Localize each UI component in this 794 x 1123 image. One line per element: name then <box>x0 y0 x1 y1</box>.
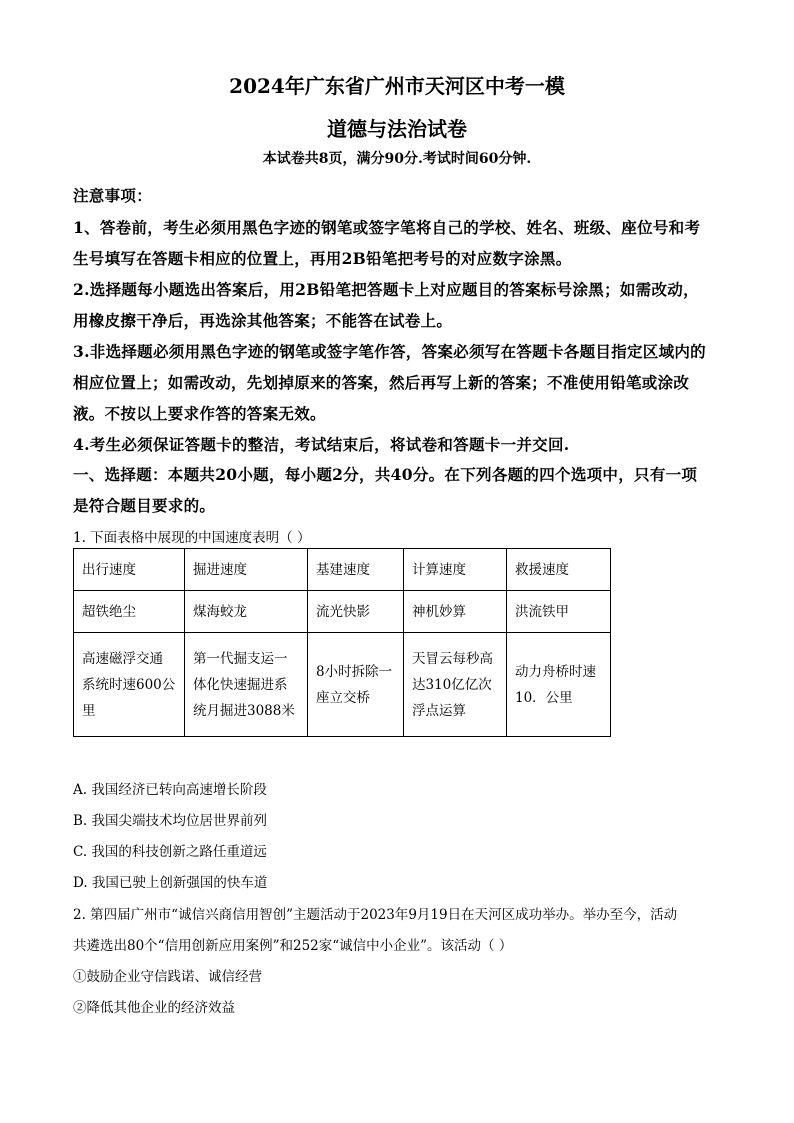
notes-line: 3.非选择题必须用黑色字迹的钢笔或签字笔作答，答案必须写在答题卡各题目指定区域内的 <box>73 342 706 361</box>
question-1-option-a: A. 我国经济已转向高速增长阶段 <box>73 782 267 798</box>
notes-line: 用橡皮擦干净后，再选涂其他答案；不能答在试卷上。 <box>73 311 453 330</box>
question-2-item: ①鼓励企业守信践诺、诚信经营 <box>73 969 262 985</box>
table-header-cell: 掘进速度 <box>185 549 308 591</box>
question-2-item: ②降低其他企业的经济效益 <box>73 1000 235 1016</box>
question-1-option-b: B. 我国尖端技术均位居世界前列 <box>73 813 268 829</box>
table-cell: 煤海蛟龙 <box>185 591 308 633</box>
question-1-stem: 1. 下面表格中展现的中国速度表明（ ） <box>73 530 311 546</box>
table-header-cell: 基建速度 <box>308 549 404 591</box>
table-cell: 流光快影 <box>308 591 404 633</box>
exam-subtitle: 道德与法治试卷 <box>327 117 467 141</box>
table-cell: 8小时拆除一座立交桥 <box>308 633 404 737</box>
table-cell: 动力舟桥时速10．公里 <box>507 633 611 737</box>
table-cell: 高速磁浮交通系统时速600公里 <box>74 633 185 737</box>
table-cell: 洪流铁甲 <box>507 591 611 633</box>
speed-table <box>73 548 611 737</box>
section-heading: 是符合题目要求的。 <box>73 496 216 515</box>
notes-line: 4.考生必须保证答题卡的整洁，考试结束后，将试卷和答题卡一并交回. <box>73 435 570 454</box>
table-header-cell: 出行速度 <box>74 549 185 591</box>
notes-line: 生号填写在答题卡相应的位置上，再用2B铅笔把考号的对应数字涂黑。 <box>73 249 572 268</box>
notes-line: 2.选择题每小题选出答案后，用2B铅笔把答题卡上对应题目的答案标号涂黑；如需改动， <box>73 280 699 299</box>
table-row <box>74 591 611 633</box>
notes-line: 液。不按以上要求作答的答案无效。 <box>73 404 326 423</box>
question-1-option-c: C. 我国的科技创新之路任重道远 <box>73 844 267 860</box>
table-row <box>74 633 611 737</box>
exam-info: 本试卷共8页，满分90分.考试时间60分钟. <box>262 151 532 167</box>
notes-heading: 注意事项： <box>73 186 153 205</box>
exam-title: 2024年广东省广州市天河区中考一模 <box>229 74 565 98</box>
table-cell: 天冒云每秒高达310亿亿次浮点运算 <box>404 633 507 737</box>
table-header-cell: 救援速度 <box>507 549 611 591</box>
notes-line: 相应位置上；如需改动，先划掉原来的答案，然后再写上新的答案；不准使用铅笔或涂改 <box>73 373 690 392</box>
table-header-cell: 计算速度 <box>404 549 507 591</box>
table-cell: 神机妙算 <box>404 591 507 633</box>
section-heading: 一、选择题：本题共20小题，每小题2分，共40分。在下列各题的四个选项中，只有一项 <box>73 465 698 484</box>
question-2-line: 2. 第四届广州市“诚信兴商信用智创”主题活动于2023年9月19日在天河区成功举办。举办至今，活动 <box>73 907 678 923</box>
table-cell: 超铁绝尘 <box>74 591 185 633</box>
question-2-line: 共遴选出80个“信用创新应用案例”和252家“诚信中小企业”。该活动（ ） <box>73 938 513 954</box>
table-header-row <box>74 549 611 591</box>
notes-line: 1、答卷前，考生必须用黑色字迹的钢笔或签字笔将自己的学校、姓名、班级、座位号和考 <box>73 218 701 237</box>
question-1-option-d: D. 我国已驶上创新强国的快车道 <box>73 875 268 891</box>
table-cell: 第一代掘支运一体化快速掘进系统月掘进3088米 <box>185 633 308 737</box>
